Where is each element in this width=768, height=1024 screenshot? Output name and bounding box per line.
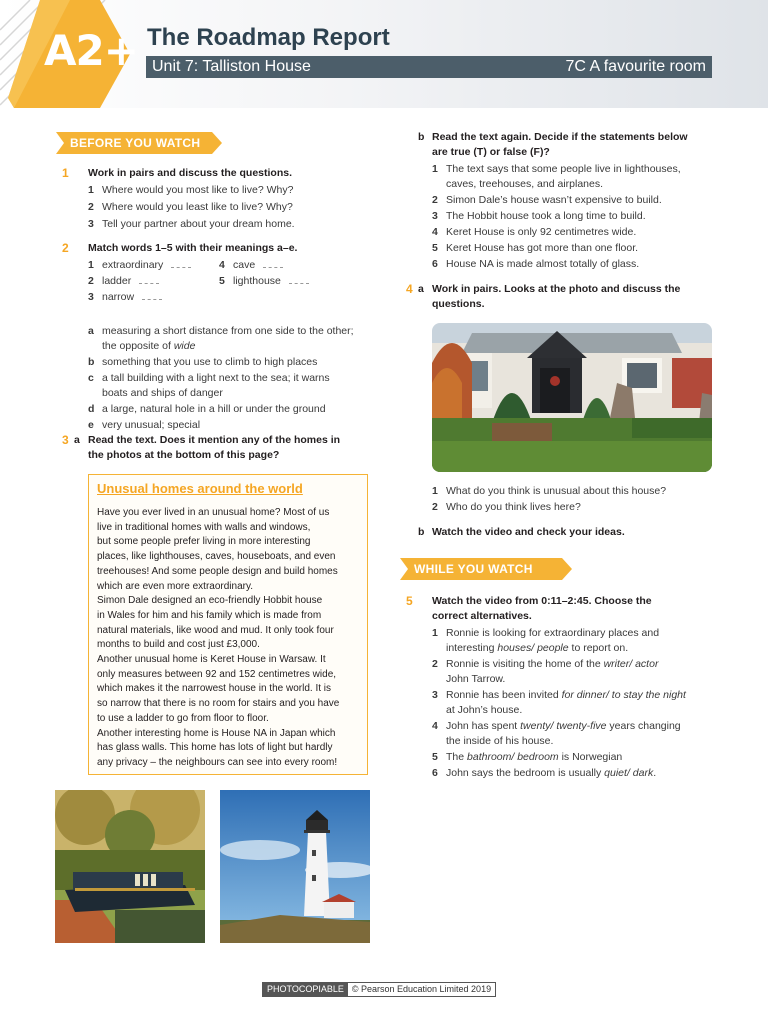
question-letter: b [418,526,425,538]
word-item: 1 extraordinary [88,258,191,273]
question-instruction: Work in pairs. Looks at the photo and discuss the [432,283,681,295]
answer-blank[interactable] [142,290,162,300]
question-instruction: are true (T) or false (F)? [432,146,550,158]
reading-text-box [88,474,368,775]
question-instruction: Watch the video from 0:11–2:45. Choose the [432,595,652,607]
page-title: The Roadmap Report [147,24,390,51]
question-number: 3 [62,433,69,447]
question-2 [62,241,372,433]
list-item: 2 Who do you think lives here? [432,501,581,513]
question-4a-items [432,484,722,515]
question-instruction: Read the text. Does it mention any of the homes in [88,434,341,446]
alternative-item: 6 John says the bedroom is usually quiet/ dark. [432,767,657,779]
statement-item: 1 The text says that some people live in lighthouses, caves, treehouses, and airplanes. [432,163,681,190]
meaning-item: d a large, natural hole in a hill or under the ground [88,403,326,415]
statement-item: 4 Keret House is only 92 centimetres wide. [432,226,637,238]
section-tag-before-you-watch: BEFORE YOU WATCH [56,132,212,154]
question-1 [62,166,362,232]
question-number: 5 [406,594,413,608]
copyright-text: © Pearson Education Limited 2019 [351,984,492,994]
question-number: 2 [62,241,69,255]
question-instruction: Match words 1–5 with their meanings a–e. [88,242,298,254]
question-instruction: Watch the video and check your ideas. [432,526,625,538]
lesson-label: 7C A favourite room [565,58,706,75]
question-letter: a [418,283,424,295]
question-instruction: correct alternatives. [432,610,532,622]
section-tag-while-you-watch: WHILE YOU WATCH [400,558,562,580]
question-letter: a [74,434,80,446]
list-item: 1 Where would you most like to live? Why? [88,184,294,196]
level-label: A2+ [44,26,138,75]
word-item: 3 narrow [88,290,162,305]
reading-title: Unusual homes around the world [97,481,303,496]
meaning-item: c a tall building with a light next to the sea; it warns boats and ships of danger [88,372,330,399]
cottage-photo [432,323,712,472]
question-instruction: Read the text again. Decide if the statements below [432,131,688,143]
question-instruction: the photos at the bottom of this page? [88,449,280,461]
meaning-item: a measuring a short distance from one side to the other; the opposite of wide [88,325,354,352]
lighthouse-photo [220,790,370,943]
question-letter: b [418,131,425,143]
reading-body: Have you ever lived in an unusual home? Most of us live in traditional homes with walls and windows, but some people prefer living in more interesting places, like lighthouses, caves, houseboats, and even treehouses! And some people design and build homes which are even more extraordinary. Simon Dale designed an eco-friendly Hobbit house in Wales for him and his family which is made from natural materials, like wood and mud. It only took four months to build and cost just £3,000. Another unusual home is Keret House in Warsaw. It only measures between 92 and 152 centimetres wide, which makes it the narrowest house in the world. It is so narrow that there is no room for stairs and you have to use a ladder to go from floor to floor. Another interesting home is House NA in Japan which has glass walls. This home has lots of light but hardly any privacy – the neighbours can see into every room! [97,507,340,768]
question-4b [418,525,718,540]
question-5 [406,594,716,781]
meaning-item: e very unusual; special [88,419,201,431]
question-3b [418,130,718,272]
question-number: 1 [62,166,69,180]
answer-blank[interactable] [263,258,283,268]
alternative-item: 5 The bathroom/ bedroom is Norwegian [432,751,623,763]
houseboat-photo [55,790,205,943]
unit-label: Unit 7: Talliston House [152,58,311,75]
question-4a [406,282,716,312]
question-3a [62,433,372,463]
question-number: 4 [406,282,413,296]
list-item: 2 Where would you least like to live? Why? [88,201,293,213]
photocopiable-label: PHOTOCOPIABLE [263,983,348,996]
statement-item: 3 The Hobbit house took a long time to build. [432,210,646,222]
word-item: 5 lighthouse [219,274,309,289]
list-item: 1 What do you think is unusual about this house? [432,485,667,497]
answer-blank[interactable] [289,274,309,284]
unit-bar [146,56,712,78]
statement-item: 2 Simon Dale’s house wasn’t expensive to build. [432,194,662,206]
question-instruction: questions. [432,298,485,310]
footer [262,982,496,997]
statement-item: 5 Keret House has got more than one floor. [432,242,639,254]
answer-blank[interactable] [171,258,191,268]
meaning-item: b something that you use to climb to high places [88,356,318,368]
word-item: 2 ladder [88,274,159,289]
alternative-item: 4 John has spent twenty/ twenty-five years changing the inside of his house. [432,720,681,747]
statement-item: 6 House NA is made almost totally of glass. [432,258,640,270]
word-item: 4 cave [219,258,283,273]
list-item: 3 Tell your partner about your dream home. [88,218,295,230]
alternative-item: 1 Ronnie is looking for extraordinary places and interesting houses/ people to report on. [432,627,660,654]
alternative-item: 3 Ronnie has been invited for dinner/ to stay the night at John’s house. [432,689,686,716]
answer-blank[interactable] [139,274,159,284]
question-instruction: Work in pairs and discuss the questions. [88,167,293,179]
alternative-item: 2 Ronnie is visiting the home of the writer/ actor John Tarrow. [432,658,659,685]
